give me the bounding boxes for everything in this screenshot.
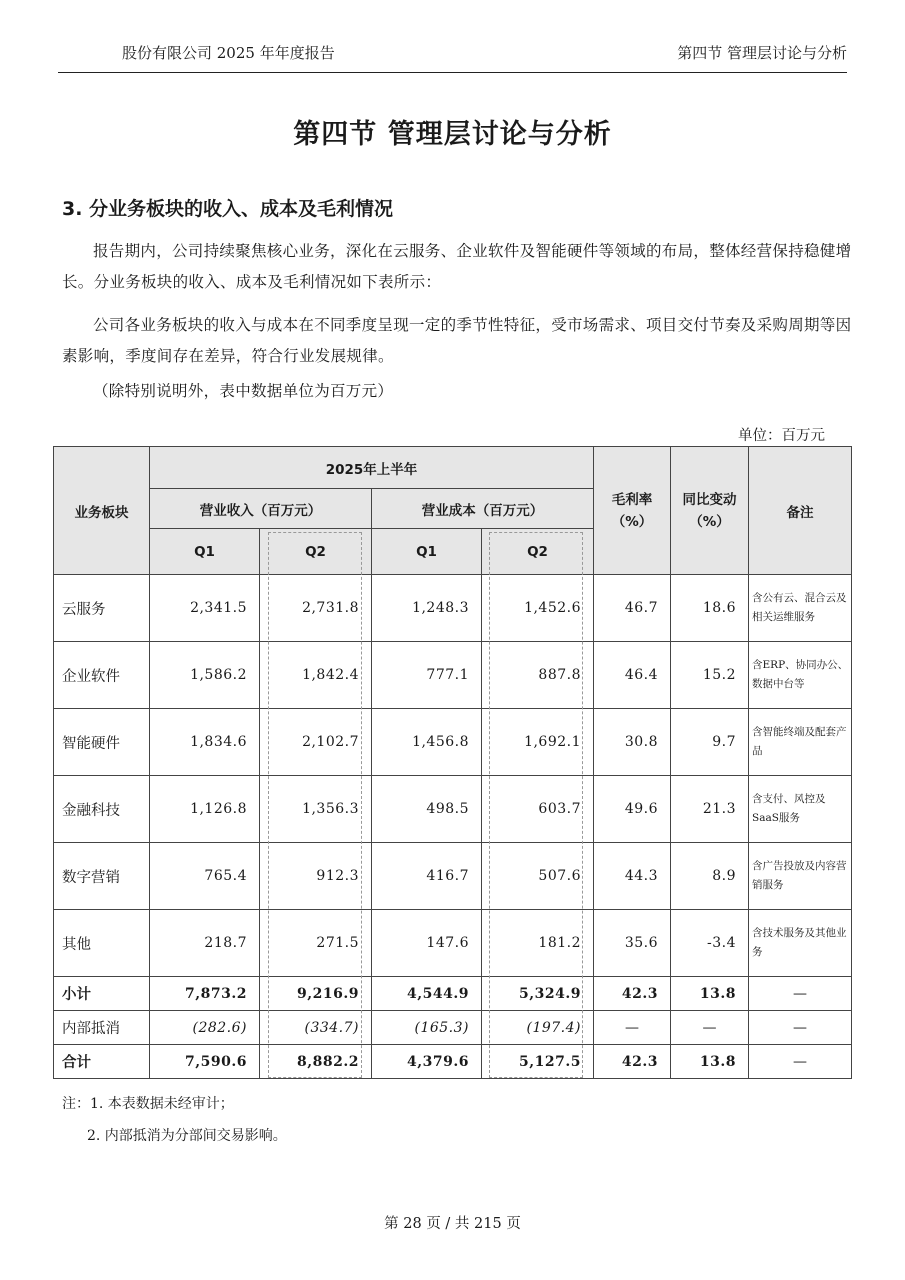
revenue-q1-cell: 7,590.6 bbox=[150, 1045, 260, 1079]
margin-cell: 49.6 bbox=[594, 776, 671, 843]
yoy-cell: 21.3 bbox=[671, 776, 749, 843]
cost-q2-cell: 5,127.5 bbox=[482, 1045, 594, 1079]
remark-cell: — bbox=[749, 977, 852, 1011]
yoy-cell: 8.9 bbox=[671, 843, 749, 910]
revenue-q1-cell: 1,834.6 bbox=[150, 709, 260, 776]
cost-q2-cell: 603.7 bbox=[482, 776, 594, 843]
margin-cell: 42.3 bbox=[594, 1045, 671, 1079]
page-number: 第 28 页 / 共 215 页 bbox=[384, 1216, 521, 1232]
yoy-cell: 15.2 bbox=[671, 642, 749, 709]
revenue-q1-cell: 2,341.5 bbox=[150, 575, 260, 642]
cost-q1-cell: 4,544.9 bbox=[372, 977, 482, 1011]
table-row bbox=[54, 776, 852, 843]
segment-cell: 智能硬件 bbox=[54, 709, 150, 776]
cost-q1-cell: 1,456.8 bbox=[372, 709, 482, 776]
segment-cell: 其他 bbox=[54, 910, 150, 977]
header-revenue: 营业收入（百万元） bbox=[150, 489, 372, 529]
elimination-row bbox=[54, 1011, 852, 1045]
paragraph-2: 公司各业务板块的收入与成本在不同季度呈现一定的季节性特征，受市场需求、项目交付节奏及采购周期等因素影响，季度间存在差异，符合行业发展规律。 bbox=[62, 316, 852, 365]
header-remark: 备注 bbox=[749, 447, 852, 575]
segment-financial-table bbox=[53, 446, 852, 1079]
header-cost: 营业成本（百万元） bbox=[372, 489, 594, 529]
unit-note: 单位：百万元 bbox=[738, 428, 825, 444]
remark-cell: 含支付、风控及SaaS服务 bbox=[749, 776, 852, 843]
cost-q1-cell: 498.5 bbox=[372, 776, 482, 843]
note-1: 注：1. 本表数据未经审计； bbox=[62, 1096, 234, 1112]
segment-cell: 企业软件 bbox=[54, 642, 150, 709]
cost-q2-cell: (197.4) bbox=[482, 1011, 594, 1045]
margin-cell: 46.7 bbox=[594, 575, 671, 642]
margin-cell: 30.8 bbox=[594, 709, 671, 776]
revenue-q1-cell: (282.6) bbox=[150, 1011, 260, 1045]
remark-cell: — bbox=[749, 1045, 852, 1079]
subtotal-row bbox=[54, 977, 852, 1011]
header-rule bbox=[58, 72, 847, 73]
revenue-q1-cell: 218.7 bbox=[150, 910, 260, 977]
cost-q1-cell: (165.3) bbox=[372, 1011, 482, 1045]
cost-q1-cell: 1,248.3 bbox=[372, 575, 482, 642]
paragraph-3: （除特别说明外，表中数据单位为百万元） bbox=[93, 382, 394, 400]
cost-q2-cell: 1,692.1 bbox=[482, 709, 594, 776]
remark-cell: 含广告投放及内容营销服务 bbox=[749, 843, 852, 910]
revenue-q1-cell: 7,873.2 bbox=[150, 977, 260, 1011]
cost-q2-cell: 5,324.9 bbox=[482, 977, 594, 1011]
revenue-q2-cell: 2,102.7 bbox=[260, 709, 372, 776]
revenue-q2-cell: 9,216.9 bbox=[260, 977, 372, 1011]
revenue-q2-cell: 8,882.2 bbox=[260, 1045, 372, 1079]
cost-q1-cell: 777.1 bbox=[372, 642, 482, 709]
yoy-cell: 13.8 bbox=[671, 977, 749, 1011]
remark-cell: 含ERP、协同办公、数据中台等 bbox=[749, 642, 852, 709]
yoy-cell: 13.8 bbox=[671, 1045, 749, 1079]
note-2: 2. 内部抵消为分部间交易影响。 bbox=[87, 1128, 287, 1144]
cost-q1-cell: 416.7 bbox=[372, 843, 482, 910]
table-row bbox=[54, 575, 852, 642]
revenue-q2-cell: (334.7) bbox=[260, 1011, 372, 1045]
margin-cell: — bbox=[594, 1011, 671, 1045]
page-header-left: 股份有限公司 2025 年年度报告 bbox=[122, 44, 335, 62]
paragraph-1: 报告期内，公司持续聚焦核心业务，深化在云服务、企业软件及智能硬件等领域的布局，整体经营保持稳健增长。分业务板块的收入、成本及毛利情况如下表所示： bbox=[62, 242, 852, 291]
margin-cell: 42.3 bbox=[594, 977, 671, 1011]
header-revenue-q2: Q2 bbox=[260, 529, 372, 575]
revenue-q2-cell: 2,731.8 bbox=[260, 575, 372, 642]
margin-cell: 46.4 bbox=[594, 642, 671, 709]
total-row bbox=[54, 1045, 852, 1079]
revenue-q1-cell: 765.4 bbox=[150, 843, 260, 910]
cost-q2-cell: 887.8 bbox=[482, 642, 594, 709]
section-title: 3. 分业务板块的收入、成本及毛利情况 bbox=[62, 198, 394, 220]
cost-q2-cell: 1,452.6 bbox=[482, 575, 594, 642]
segment-cell: 云服务 bbox=[54, 575, 150, 642]
table-row bbox=[54, 910, 852, 977]
revenue-q2-cell: 1,356.3 bbox=[260, 776, 372, 843]
cost-q1-cell: 4,379.6 bbox=[372, 1045, 482, 1079]
yoy-cell: — bbox=[671, 1011, 749, 1045]
segment-cell: 内部抵消 bbox=[54, 1011, 150, 1045]
remark-cell: 含公有云、混合云及相关运维服务 bbox=[749, 575, 852, 642]
yoy-cell: 18.6 bbox=[671, 575, 749, 642]
cost-q2-cell: 507.6 bbox=[482, 843, 594, 910]
header-margin: 毛利率 （%） bbox=[594, 447, 671, 575]
header-cost-q2: Q2 bbox=[482, 529, 594, 575]
table-row bbox=[54, 843, 852, 910]
table-notes bbox=[62, 1088, 287, 1152]
remark-cell: 含智能终端及配套产品 bbox=[749, 709, 852, 776]
remark-cell: — bbox=[749, 1011, 852, 1045]
revenue-q1-cell: 1,586.2 bbox=[150, 642, 260, 709]
margin-cell: 44.3 bbox=[594, 843, 671, 910]
revenue-q1-cell: 1,126.8 bbox=[150, 776, 260, 843]
revenue-q2-cell: 912.3 bbox=[260, 843, 372, 910]
page-header-right: 第四节 管理层讨论与分析 bbox=[677, 44, 847, 62]
header-segment: 业务板块 bbox=[54, 447, 150, 575]
cost-q2-cell: 181.2 bbox=[482, 910, 594, 977]
segment-cell: 数字营销 bbox=[54, 843, 150, 910]
revenue-q2-cell: 1,842.4 bbox=[260, 642, 372, 709]
header-yoy: 同比变动 （%） bbox=[671, 447, 749, 575]
table-row bbox=[54, 709, 852, 776]
header-cost-q1: Q1 bbox=[372, 529, 482, 575]
header-revenue-q1: Q1 bbox=[150, 529, 260, 575]
segment-cell: 小计 bbox=[54, 977, 150, 1011]
cost-q1-cell: 147.6 bbox=[372, 910, 482, 977]
margin-cell: 35.6 bbox=[594, 910, 671, 977]
segment-cell: 金融科技 bbox=[54, 776, 150, 843]
remark-cell: 含技术服务及其他业务 bbox=[749, 910, 852, 977]
page-title: 第四节 管理层讨论与分析 bbox=[293, 119, 612, 150]
table-row bbox=[54, 642, 852, 709]
segment-cell: 合计 bbox=[54, 1045, 150, 1079]
yoy-cell: -3.4 bbox=[671, 910, 749, 977]
revenue-q2-cell: 271.5 bbox=[260, 910, 372, 977]
yoy-cell: 9.7 bbox=[671, 709, 749, 776]
header-period: 2025年上半年 bbox=[150, 447, 594, 489]
